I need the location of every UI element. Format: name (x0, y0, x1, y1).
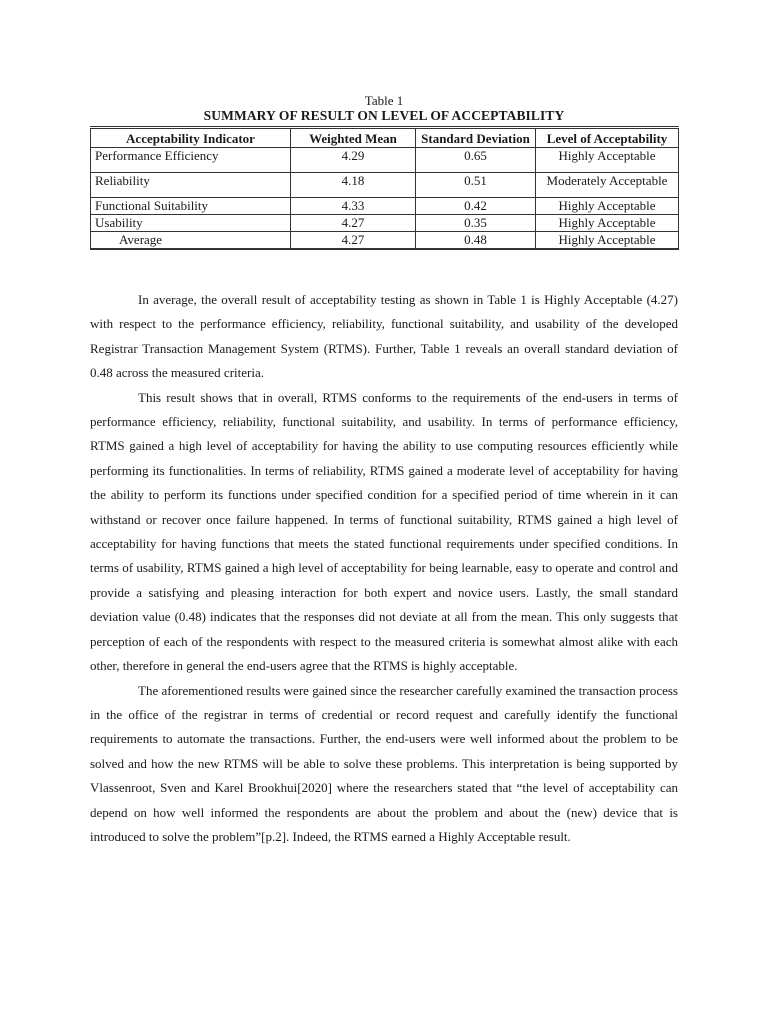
cell-level: Highly Acceptable (536, 215, 679, 232)
cell-indicator: Performance Efficiency (91, 148, 291, 173)
table-header-row (91, 128, 679, 148)
header-standard-deviation: Standard Deviation (416, 128, 536, 148)
cell-mean: 4.18 (291, 173, 416, 198)
cell-mean: 4.29 (291, 148, 416, 173)
paragraph: This result shows that in overall, RTMS conforms to the requirements of the end-users in terms of performance efficiency, reliability, functional suitability, and usability. In terms of performance efficiency, RTMS gained a high level of acceptability for having the ability to use computing resources efficiently while performing its functionalities. In terms of reliability, RTMS gained a moderate level of acceptability for having the ability to perform its functions under specified condition for a specified period of time wherein in it can withstand or recover once failure happened. In terms of functional suitability, RTMS gained a high level of acceptability for having functions that meets the stated functional requirements under specified conditions. In terms of usability, RTMS gained a high level of acceptability for being learnable, easy to operate and control and provide a satisfying and pleasing interaction for both expert and novice users. Lastly, the small standard deviation value (0.48) indicates that the responses did not deviate at all from the mean. This only suggests that perception of each of the respondents with respect to the measured criteria is somewhat almost alike with each other, therefore in general the end-users agree that the RTMS is highly acceptable. (90, 389, 678, 674)
cell-indicator: Functional Suitability (91, 198, 291, 215)
cell-mean: 4.33 (291, 198, 416, 215)
table-number: Table 1 (364, 93, 404, 108)
acceptability-table (90, 126, 679, 250)
cell-mean: 4.27 (291, 232, 416, 250)
cell-indicator: Reliability (91, 173, 291, 198)
paragraph: The aforementioned results were gained since the researcher carefully examined the transaction process in the office of the registrar in terms of credential or record request and carefully identify the functional requirements to automate the transactions. Further, the end-users were well informed about the problem to be solved and how the new RTMS will be able to solve these problems. This interpretation is being supported by Vlassenroot, Sven and Karel Brookhui[2020] where the researchers stated that “the level of acceptability can depend on how well informed the respondents are about the problem and about the (new) device that is introduced to solve the problem”[p.2]. Indeed, the RTMS earned a Highly Acceptable result. (90, 682, 678, 844)
cell-level: Moderately Acceptable (536, 173, 679, 198)
header-level: Level of Acceptability (536, 128, 679, 148)
cell-sd: 0.65 (416, 148, 536, 173)
cell-level: Highly Acceptable (536, 198, 679, 215)
table-row (91, 215, 679, 232)
cell-sd: 0.48 (416, 232, 536, 250)
cell-mean: 4.27 (291, 215, 416, 232)
cell-sd: 0.35 (416, 215, 536, 232)
table-row-average (91, 232, 679, 250)
cell-level: Highly Acceptable (536, 148, 679, 173)
table-row (91, 148, 679, 173)
body-text (90, 288, 678, 849)
table-row (91, 198, 679, 215)
cell-indicator: Usability (91, 215, 291, 232)
cell-sd: 0.51 (416, 173, 536, 198)
header-indicator: Acceptability Indicator (91, 128, 291, 148)
table-row (91, 173, 679, 198)
paragraph: In average, the overall result of acceptability testing as shown in Table 1 is Highly Acceptable (4.27) with respect to the performance efficiency, reliability, functional suitability, and usability of the developed Registrar Transaction Management System (RTMS). Further, Table 1 reveals an overall standard deviation of 0.48 across the measured criteria. (90, 292, 678, 381)
cell-sd: 0.42 (416, 198, 536, 215)
cell-indicator: Average (91, 232, 291, 250)
table-title: SUMMARY OF RESULT ON LEVEL OF ACCEPTABILITY (203, 108, 565, 123)
header-weighted-mean: Weighted Mean (291, 128, 416, 148)
cell-level: Highly Acceptable (536, 232, 679, 250)
